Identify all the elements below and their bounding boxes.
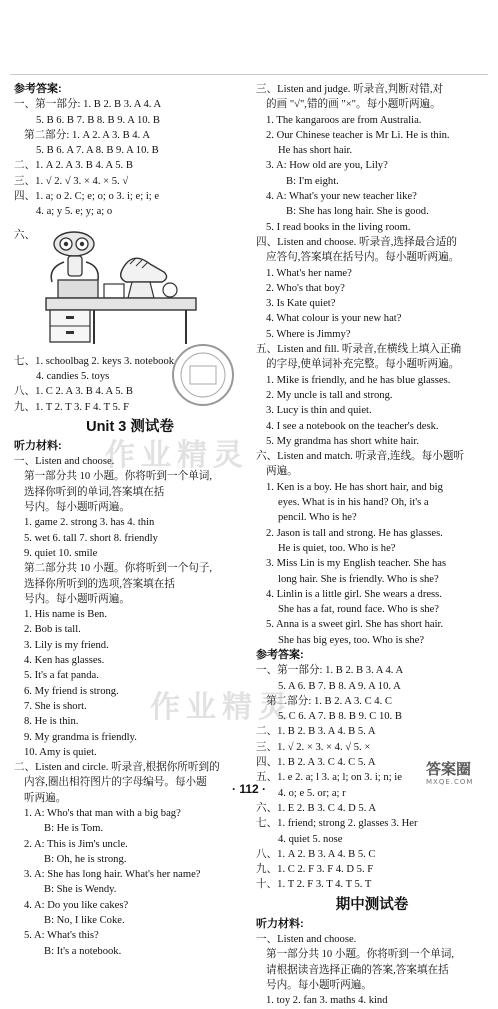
section-desc: 听两遍。 [24, 792, 67, 804]
top-rule [10, 74, 488, 75]
list-item: 4. What colour is your new hat? [266, 313, 402, 325]
list-item: 3. Lily is my friend. [24, 639, 109, 651]
section-desc: 号内。每小题听两遍。 [24, 593, 130, 605]
answer-figure [14, 222, 246, 352]
section-desc: 选择你所听到的选项,答案填在括 [24, 578, 175, 590]
answer-line: 十、1. T 2. F 3. T 4. T 5. T [256, 879, 372, 891]
section-desc: 号内。每小题听两遍。 [266, 979, 372, 991]
list-item: He has short hair. [278, 145, 353, 157]
list-item: 2. Jason is tall and strong. He has glasses. [266, 527, 443, 539]
list-item: 5. It's a fat panda. [24, 670, 99, 682]
dialog-line: B: It's a notebook. [44, 945, 122, 957]
list-item: B: I'm eight. [286, 175, 339, 187]
list-item: 9. My grandma is friendly. [24, 731, 137, 743]
dialog-line: B: No, I like Coke. [44, 915, 125, 927]
answer-line: 5. C 6. A 7. B 8. B 9. C 10. B [278, 711, 402, 723]
dialog-line: B: Oh, he is strong. [44, 853, 127, 865]
list-item: 4. I see a notebook on the teacher's desk. [266, 420, 439, 432]
answer-line: 二、1. A 2. A 3. B 4. A 5. B [14, 160, 133, 172]
section-desc: 两遍。 [266, 466, 298, 478]
list-item: pencil. Who is he? [278, 512, 357, 524]
list-item: 2. My uncle is tall and strong. [266, 389, 393, 401]
list-item: 5. I read books in the living room. [266, 221, 411, 233]
answer-line: 二、1. B 2. B 3. A 4. B 5. A [256, 726, 376, 738]
left-column [14, 82, 246, 959]
section-title: 三、Listen and judge. 听录音,判断对错,对 [256, 84, 444, 95]
right-column [256, 82, 488, 1009]
section-title: 一、Listen and choose. [14, 456, 115, 468]
watermark: 作业精灵 [150, 690, 294, 725]
page-number: · 112 · [231, 782, 267, 796]
section-desc: 应答句,答案填在括号内。每小题听两遍。 [266, 252, 460, 264]
listening-heading: 听力材料: [256, 917, 304, 930]
section-desc: 内容,圈出相符图片的字母编号。每小题 [24, 777, 207, 789]
list-item: 4. Ken has glasses. [24, 655, 105, 667]
unit-title: Unit 3 测试卷 [86, 418, 174, 435]
answer-line: 4. a; y 5. e; y; a; o [36, 206, 113, 218]
list-item: 6. My friend is strong. [24, 685, 119, 697]
answer-line: 第二部分: 1. B 2. A 3. C 4. C [266, 695, 392, 707]
list-item: 7. She is short. [24, 700, 87, 712]
list-item: long hair. She is friendly. Who is she? [278, 573, 439, 585]
logo-text: 答案圈 [426, 760, 472, 778]
list-item: 10. Amy is quiet. [24, 746, 97, 758]
list-item: 9. quiet 10. smile [24, 547, 98, 559]
answer-line: 四、1. B 2. A 3. C 4. C 5. A [256, 757, 376, 769]
answer-line: 4. quiet 5. nose [278, 833, 343, 845]
answer-line: 4. candies 5. toys [36, 370, 110, 382]
answer-line: 九、1. C 2. F 3. F 4. D 5. F [256, 864, 374, 876]
answer-line: 四、1. a; o 2. C; e; o; o 3. i; e; i; e [14, 191, 160, 203]
answer-line: 4. o; e 5. or; a; r [278, 787, 346, 799]
section-title: 四、Listen and choose. 听录音,选择最合适的 [256, 236, 457, 248]
answer-line: 五、1. e 2. a; l 3. a; l; on 3. i; n; ie [256, 772, 402, 784]
list-item: 2. Bob is tall. [24, 624, 81, 636]
list-item: He is quiet, too. Who is he? [278, 542, 396, 554]
stamp-seal [168, 340, 238, 410]
list-item: 1. game 2. strong 3. has 4. thin [24, 517, 155, 529]
section-desc: 第一部分共 10 小题。你将听到一个单词, [266, 949, 455, 961]
dialog-line: B: He is Tom. [44, 823, 104, 835]
section-desc: 的字母,使单词补充完整。每小题听两遍。 [266, 359, 460, 371]
answers-heading: 参考答案: [14, 83, 62, 95]
logo-url: MXQE.COM [426, 778, 474, 786]
list-item: She has a fat, round face. Who is she? [278, 604, 440, 616]
list-item: eyes. What is in his hand? Oh, it's a [278, 497, 429, 509]
section-desc: 第二部分共 10 小题。你将听到一个句子, [24, 563, 213, 575]
dialog-line: 4. A: Do you like cakes? [24, 899, 129, 911]
list-item: 8. He is thin. [24, 716, 79, 728]
list-item: 5. Where is Jimmy? [266, 328, 351, 340]
list-item: 1. What's her name? [266, 267, 352, 279]
list-item: 1. The kangaroos are from Australia. [266, 114, 422, 126]
list-item: 4. Linlin is a little girl. She wears a dress. [266, 588, 442, 600]
section-desc: 选择你听到的单词,答案填在括 [24, 486, 165, 498]
answer-line: 七、1. schoolbag 2. keys 3. notebook [14, 355, 175, 367]
answers-heading: 参考答案: [256, 648, 304, 661]
list-item: 3. Is Kate quiet? [266, 298, 336, 310]
section-title: 二、Listen and circle. 听录音,根据你所听到的 [14, 762, 220, 774]
section-desc: 号内。每小题听两遍。 [24, 502, 130, 514]
list-item: 5. Anna is a sweet girl. She has short hair. [266, 619, 444, 631]
dialog-line: 3. A: She has long hair. What's her name? [24, 869, 201, 881]
list-item: B: She has long hair. She is good. [286, 206, 429, 218]
list-item: 2. Who's that boy? [266, 282, 345, 294]
section-desc: 第一部分共 10 小题。你将听到一个单词, [24, 471, 213, 483]
list-item: 3. A: How old are you, Lily? [266, 160, 388, 172]
list-item: 1. Ken is a boy. He has short hair, and big [266, 481, 443, 493]
answer-line: 六、1. E 2. B 3. C 4. D 5. A [256, 802, 377, 814]
list-item: 5. wet 6. tall 7. short 8. friendly [24, 532, 158, 544]
list-item: 2. Our Chinese teacher is Mr Li. He is thin. [266, 129, 450, 141]
list-item: 3. Miss Lin is my English teacher. She has [266, 558, 447, 570]
dialog-line: 1. A: Who's that man with a big bag? [24, 807, 181, 819]
section-title: 一、Listen and choose. [256, 934, 357, 946]
answer-line: 三、1. √ 2. √ 3. × 4. × 5. √ [14, 175, 129, 187]
list-item: 1. toy 2. fan 3. maths 4. kind [266, 995, 388, 1007]
answer-line: 三、1. √ 2. × 3. × 4. √ 5. × [256, 741, 371, 753]
answer-line: 八、1. A 2. B 3. A 4. B 5. C [256, 848, 376, 860]
listening-heading: 听力材料: [14, 439, 62, 452]
dialog-line: B: She is Wendy. [44, 884, 117, 896]
answer-line: 一、第一部分: 1. B 2. B 3. A 4. A [14, 99, 162, 111]
list-item: 1. Mike is friendly, and he has blue glasses. [266, 374, 451, 386]
answer-line: 七、1. friend; strong 2. glasses 3. Her [256, 818, 418, 830]
figure-label: 六、 [14, 229, 36, 241]
answer-line: 九、1. T 2. T 3. F 4. T 5. F [14, 401, 129, 413]
answer-line: 第二部分: 1. A 2. A 3. B 4. A [24, 129, 150, 141]
list-item: 4. A: What's your new teacher like? [266, 191, 417, 203]
list-item: 5. My grandma has short white hair. [266, 435, 419, 447]
section-title: 六、Listen and match. 听录音,连线。每小题听 [256, 451, 465, 463]
section-desc: 请根据读音选择正确的答案,答案填在括 [266, 964, 449, 976]
list-item: She has big eyes, too. Who is she? [278, 634, 425, 646]
list-item: 1. His name is Ben. [24, 609, 107, 621]
answer-line: 一、第一部分: 1. B 2. B 3. A 4. A [256, 665, 404, 677]
answer-line: 5. B 6. B 7. B 8. B 9. A 10. B [36, 114, 160, 126]
dialog-line: 5. A: What's this? [24, 930, 99, 942]
section-desc: 的画 "√",错的画 "×"。每小题听两遍。 [266, 99, 441, 111]
dialog-line: 2. A: This is Jim's uncle. [24, 838, 128, 850]
section-title: 五、Listen and fill. 听录音,在横线上填入正确 [256, 344, 462, 356]
answer-line: 5. B 6. A 7. A 8. B 9. A 10. B [36, 145, 159, 157]
watermark: 作业精灵 [105, 438, 249, 473]
midterm-title: 期中测试卷 [335, 896, 409, 913]
desk-robot-illustration [36, 222, 226, 350]
answer-line: 八、1. C 2. A 3. B 4. A 5. B [14, 386, 133, 398]
list-item: 3. Lucy is thin and quiet. [266, 405, 372, 417]
answer-line: 5. A 6. B 7. B 8. A 9. A 10. A [278, 680, 401, 692]
